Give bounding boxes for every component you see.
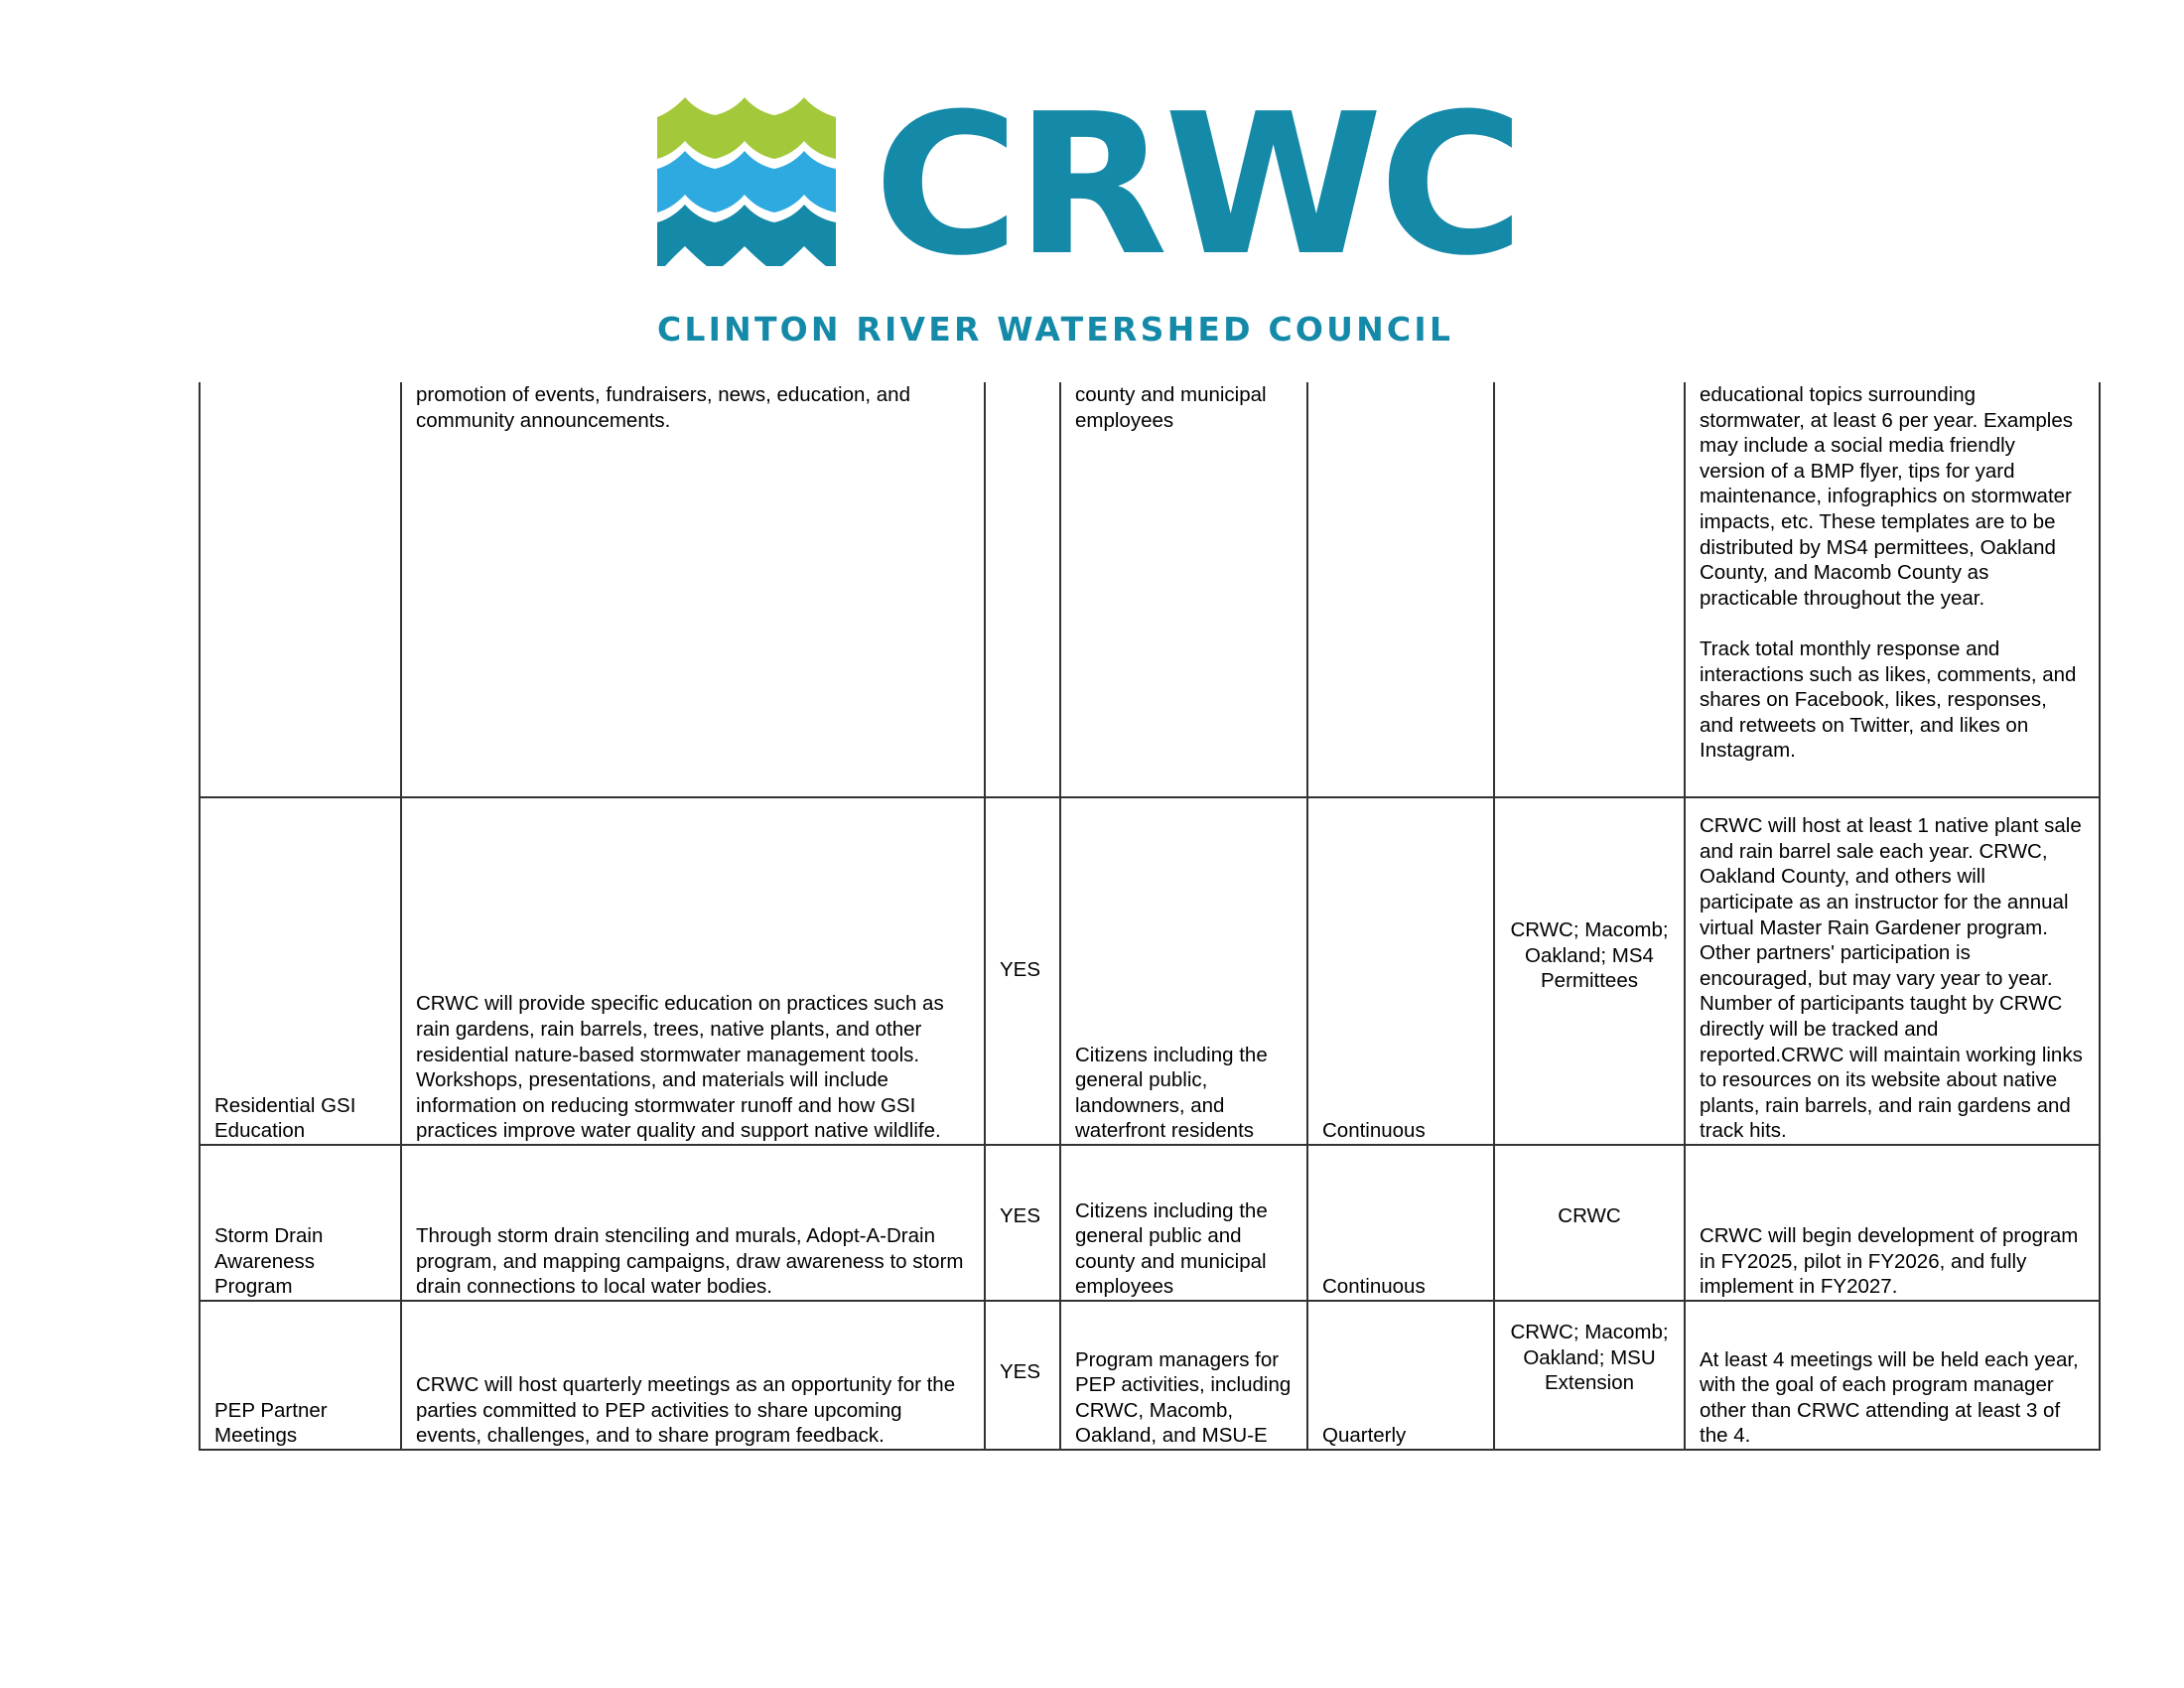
audience-cell: Program managers for PEP activities, including CRWC, Macomb, Oakland, and MSU-E bbox=[1060, 1301, 1307, 1450]
wave-teal bbox=[657, 205, 836, 266]
wave-green bbox=[657, 97, 836, 159]
table-row bbox=[200, 797, 2100, 1145]
activity-cell: Storm Drain Awareness Program bbox=[200, 1145, 401, 1301]
metric-cell: CRWC will begin development of program in FY2025, pilot in FY2026, and fully implement in FY2027. bbox=[1685, 1145, 2100, 1301]
responsible-cell bbox=[1494, 382, 1685, 797]
table-row bbox=[200, 1301, 2100, 1450]
pep-activities-table bbox=[199, 382, 2101, 1451]
yes-label: YES bbox=[1000, 1204, 1041, 1227]
activity-cell bbox=[200, 382, 401, 797]
yes-cell bbox=[985, 382, 1060, 797]
table-row bbox=[200, 1145, 2100, 1301]
metric-cell: CRWC will host at least 1 native plant sale and rain barrel sale each year. CRWC, Oakland County, and others will participate as an instructor for the annual virtual Master Rain Gardener program. Other partners' participation is encouraged, but may vary year to year. Number of participants taught by CRWC directly will be tracked and reported.CRWC will maintain working links to resources on its website about native plants, rain barrels, and rain gardens and track hits. bbox=[1685, 797, 2100, 1145]
audience-cell: county and municipal employees bbox=[1060, 382, 1307, 797]
metric-cell: educational topics surrounding stormwater, at least 6 per year. Examples may include a social media friendly version of a BMP flyer, tips for yard maintenance, infographics on stormwater impacts, etc. These templates are to be distributed by MS4 permittees, Oakland County, and Macomb County as practicable throughout the year. Track total monthly response and interactions such as likes, comments, and shares on Facebook, likes, responses, and retweets on Twitter, and likes on Instagram. bbox=[1685, 382, 2100, 797]
wave-light-blue bbox=[657, 151, 836, 212]
audience-cell: Citizens including the general public, landowners, and waterfront residents bbox=[1060, 797, 1307, 1145]
frequency-cell: Continuous bbox=[1307, 797, 1494, 1145]
yes-cell bbox=[985, 797, 1060, 1145]
waves-icon bbox=[657, 97, 836, 266]
crwc-logo bbox=[657, 72, 1531, 355]
description-cell: CRWC will host quarterly meetings as an opportunity for the parties committed to PEP activities to share upcoming events, challenges, and to share program feedback. bbox=[401, 1301, 985, 1450]
yes-cell bbox=[985, 1301, 1060, 1450]
table-row bbox=[200, 382, 2100, 797]
description-cell: Through storm drain stenciling and murals, Adopt-A-Drain program, and mapping campaigns, draw awareness to storm drain connections to local water bodies. bbox=[401, 1145, 985, 1301]
yes-label: YES bbox=[1000, 958, 1041, 981]
responsible-label: CRWC; Macomb; Oakland; MS4 Permittees bbox=[1510, 918, 1669, 993]
activity-cell: PEP Partner Meetings bbox=[200, 1301, 401, 1450]
frequency-cell bbox=[1307, 382, 1494, 797]
yes-cell bbox=[985, 1145, 1060, 1301]
audience-cell: Citizens including the general public and county and municipal employees bbox=[1060, 1145, 1307, 1301]
frequency-cell: Quarterly bbox=[1307, 1301, 1494, 1450]
responsible-cell bbox=[1494, 797, 1685, 1145]
yes-label: YES bbox=[1000, 1360, 1041, 1383]
metric-cell: At least 4 meetings will be held each year, with the goal of each program manager other than CRWC attending at least 3 of the 4. bbox=[1685, 1301, 2100, 1450]
responsible-label: CRWC; Macomb; Oakland; MSU Extension bbox=[1510, 1321, 1669, 1395]
description-cell: CRWC will provide specific education on practices such as rain gardens, rain barrels, trees, native plants, and other residential nature-based stormwater management tools. Workshops, presentations, and materials will include information on reducing stormwater runoff and how GSI practices improve water quality and support native wildlife. bbox=[401, 797, 985, 1145]
responsible-cell bbox=[1494, 1145, 1685, 1301]
activity-cell: Residential GSI Education bbox=[200, 797, 401, 1145]
description-cell: promotion of events, fundraisers, news, education, and community announcements. bbox=[401, 382, 985, 797]
frequency-cell: Continuous bbox=[1307, 1145, 1494, 1301]
responsible-label: CRWC bbox=[1558, 1204, 1621, 1227]
logo-full-name: CLINTON RIVER WATERSHED COUNCIL bbox=[657, 310, 1454, 349]
logo-acronym: CRWC bbox=[874, 72, 1521, 299]
responsible-cell bbox=[1494, 1301, 1685, 1450]
